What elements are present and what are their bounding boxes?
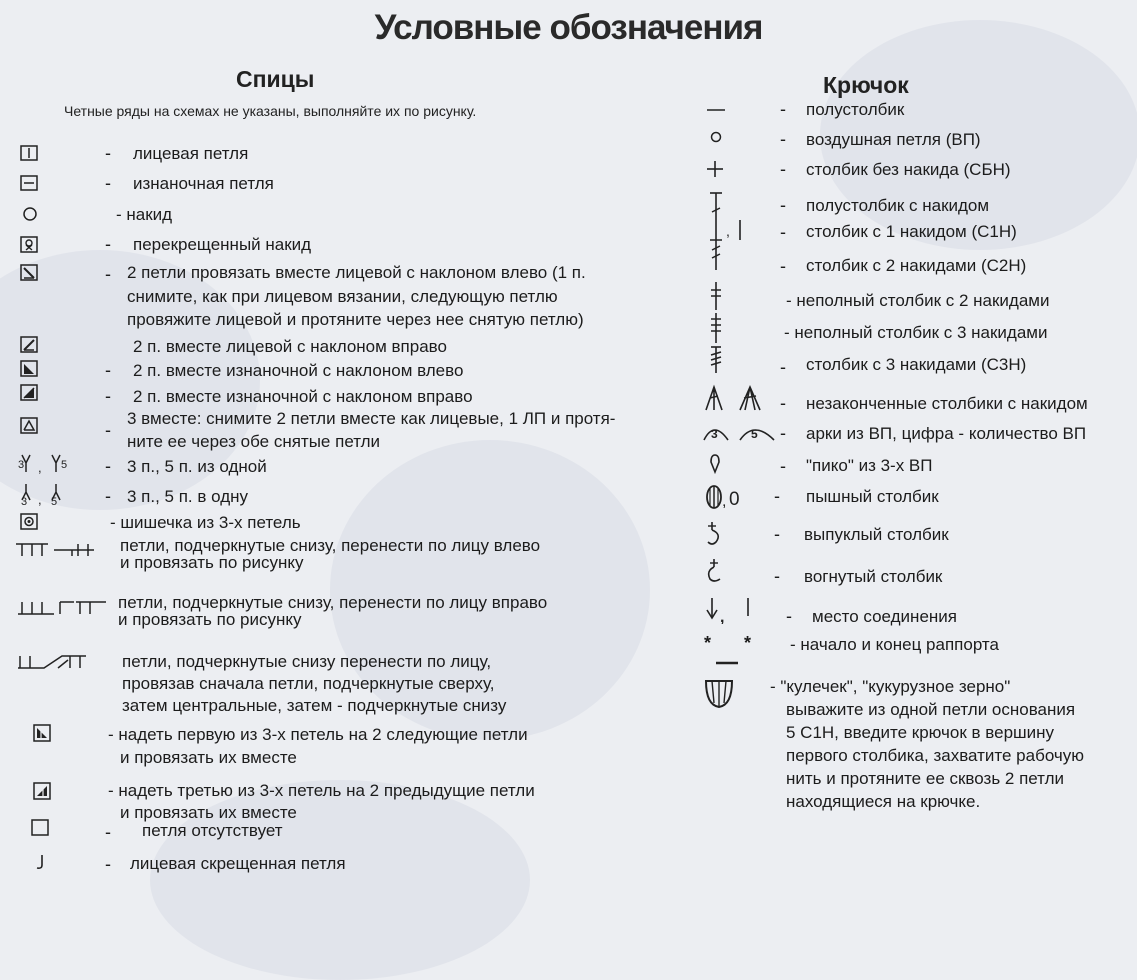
bobble-label: - шишечка из 3-х петель bbox=[110, 513, 301, 532]
repeat-marker-icon: * * bbox=[704, 633, 766, 653]
svg-text:3: 3 bbox=[18, 459, 25, 471]
slip-stitch-icon bbox=[706, 107, 726, 113]
puff-stitch-label: пышный столбик bbox=[806, 487, 939, 506]
purl-right-decrease-icon bbox=[20, 384, 38, 401]
dash: - bbox=[105, 456, 111, 476]
no-stitch-icon bbox=[31, 819, 49, 836]
dash: - bbox=[780, 222, 786, 242]
picot-icon bbox=[708, 452, 722, 474]
dash: - bbox=[786, 606, 792, 626]
left-decrease-line-3: провяжите лицевой и протяните через нее снятую петлю) bbox=[127, 310, 584, 329]
dash: - bbox=[105, 360, 111, 380]
pass-third-over-line-1: - надеть третью из 3-х петель на 2 предыдущие петли bbox=[108, 781, 535, 800]
slip-stitch-label: полустолбик bbox=[806, 100, 905, 119]
dash: - bbox=[105, 486, 111, 506]
pass-third-over-icon bbox=[33, 782, 51, 800]
svg-text:,: , bbox=[38, 492, 42, 506]
dash: - bbox=[780, 423, 786, 443]
dash: - bbox=[780, 195, 786, 215]
dash: - bbox=[780, 159, 786, 179]
chain-arch-label: арки из ВП, цифра - количество ВП bbox=[806, 424, 1087, 443]
half-double-crochet-icon bbox=[706, 190, 746, 274]
twisted-knit-icon bbox=[33, 853, 47, 871]
popcorn-line-1: - "кулечек", "кукурузное зерно" bbox=[770, 677, 1011, 696]
chain-arch-icon bbox=[700, 418, 780, 444]
purl-left-decrease-label: 2 п. вместе изнаночной с наклоном влево bbox=[133, 361, 464, 380]
yarn-over-icon bbox=[22, 206, 38, 222]
chain-arch-count-3: 3 bbox=[711, 427, 718, 441]
right-decrease-label: 2 п. вместе лицевой с наклоном вправо bbox=[133, 337, 447, 356]
double-decrease-icon bbox=[20, 417, 38, 434]
twisted-knit-label: лицевая скрещенная петля bbox=[130, 854, 346, 873]
front-post-icon bbox=[706, 520, 724, 548]
decrease-into-one-icon bbox=[16, 482, 72, 506]
dash: - bbox=[105, 143, 111, 163]
purl-right-decrease-label: 2 п. вместе изнаночной с наклоном вправо bbox=[133, 387, 473, 406]
cable-left-line-1: петли, подчеркнутые снизу, перенести по лицу влево bbox=[120, 536, 541, 555]
pass-first-over-line-1: - надеть первую из 3-х петель на 2 следующие петли bbox=[108, 725, 528, 744]
decrease-into-one-label: 3 п., 5 п. в одну bbox=[127, 487, 249, 506]
half-double-crochet-label: полустолбик с накидом bbox=[806, 196, 990, 215]
popcorn-icon bbox=[704, 675, 734, 709]
knit-stitch-label: лицевая петля bbox=[133, 144, 249, 163]
purl-stitch-label: изнаночная петля bbox=[133, 174, 274, 193]
back-post-label: вогнутый столбик bbox=[804, 567, 943, 586]
cable-left-line-2: и провязать по рисунку bbox=[120, 553, 304, 572]
double-decrease-line-2: ните ее через обе снятые петли bbox=[127, 432, 381, 451]
double-crochet-label: столбик с 1 накидом (С1Н) bbox=[806, 222, 1017, 241]
dash: - bbox=[105, 386, 111, 406]
svg-text:,: , bbox=[726, 223, 730, 239]
puff-stitch-icon bbox=[704, 484, 746, 510]
popcorn-line-4: первого столбика, захватите рабочую bbox=[786, 746, 1085, 765]
dash: - bbox=[105, 854, 111, 874]
cluster-icon bbox=[704, 384, 768, 412]
dash: - bbox=[780, 357, 786, 377]
partial-double-treble-label: - неполный столбик с 3 накидами bbox=[784, 323, 1048, 342]
crossed-yarn-over-icon bbox=[20, 236, 38, 253]
dash: - bbox=[774, 524, 780, 544]
dash: - bbox=[105, 420, 111, 440]
purl-left-decrease-icon bbox=[20, 360, 38, 377]
dash: - bbox=[774, 566, 780, 586]
repeat-marker-label: - начало и конец раппорта bbox=[790, 635, 999, 654]
back-post-icon bbox=[706, 557, 724, 585]
dash: - bbox=[780, 129, 786, 149]
crochet-header: Крючок bbox=[823, 72, 909, 98]
dash: - bbox=[780, 456, 786, 476]
cable-cross-icon bbox=[14, 652, 114, 670]
dash: - bbox=[105, 173, 111, 193]
cable-cross-line-2: провязав сначала петли, подчеркнутые сверху, bbox=[122, 674, 495, 693]
bobble-icon bbox=[20, 513, 38, 530]
dash: - bbox=[774, 486, 780, 506]
pass-first-over-icon bbox=[33, 724, 51, 742]
single-crochet-label: столбик без накида (СБН) bbox=[806, 160, 1011, 179]
dash: - bbox=[780, 256, 786, 276]
single-crochet-icon bbox=[706, 160, 724, 178]
double-treble-label: столбик с 3 накидами (С3Н) bbox=[806, 355, 1027, 374]
svg-text:5: 5 bbox=[51, 496, 58, 506]
cable-left-icon bbox=[14, 540, 114, 558]
svg-text:,: , bbox=[38, 460, 42, 474]
picot-label: "пико" из 3-х ВП bbox=[806, 456, 933, 475]
pass-third-over-line-2: и провязать их вместе bbox=[120, 803, 297, 822]
left-decrease-line-1: 2 петли провязать вместе лицевой с наклоном влево (1 п. bbox=[127, 263, 586, 282]
crossed-yarn-over-label: перекрещенный накид bbox=[133, 235, 312, 254]
partial-treble-label: - неполный столбик с 2 накидами bbox=[786, 291, 1050, 310]
left-decrease-line-2: снимите, как при лицевом вязании, следующую петлю bbox=[127, 287, 558, 306]
treble-crochet-label: столбик с 2 накидами (С2Н) bbox=[806, 256, 1027, 275]
page-title: Условные обозначения bbox=[374, 8, 763, 47]
popcorn-line-5: нить и протяните ее сквозь 2 петли bbox=[786, 769, 1065, 788]
knit-note: Четные ряды на схемах не указаны, выполняйте их по рисунку. bbox=[64, 103, 477, 119]
pass-first-over-line-2: и провязать их вместе bbox=[120, 748, 297, 767]
svg-text:,: , bbox=[722, 493, 727, 510]
repeat-bar-icon bbox=[716, 660, 738, 666]
svg-text:5: 5 bbox=[61, 459, 68, 471]
chain-label: воздушная петля (ВП) bbox=[806, 130, 981, 149]
no-stitch-label: петля отсутствует bbox=[142, 821, 283, 840]
double-decrease-line-1: 3 вместе: снимите 2 петли вместе как лицевые, 1 ЛП и протя- bbox=[127, 409, 616, 428]
partial-treble-icon bbox=[708, 280, 724, 312]
partial-double-treble-icon bbox=[708, 311, 724, 345]
dash: - bbox=[780, 393, 786, 413]
front-post-label: выпуклый столбик bbox=[804, 525, 949, 544]
puff-zero: 0 bbox=[729, 489, 740, 510]
cable-right-line-2: и провязать по рисунку bbox=[118, 610, 302, 629]
cluster-label: незаконченные столбики с накидом bbox=[806, 394, 1088, 413]
right-decrease-icon bbox=[20, 336, 38, 353]
left-decrease-icon bbox=[20, 264, 38, 281]
chain-icon bbox=[710, 131, 722, 143]
increase-from-one-label: 3 п., 5 п. из одной bbox=[127, 457, 267, 476]
knit-stitch-icon bbox=[20, 145, 38, 161]
chain-arch-count-5: 5 bbox=[751, 427, 758, 441]
join-icon bbox=[704, 596, 754, 624]
svg-text:,: , bbox=[720, 609, 725, 624]
cable-right-line-1: петли, подчеркнутые снизу, перенести по лицу вправо bbox=[118, 593, 548, 612]
join-label: место соединения bbox=[812, 607, 957, 626]
increase-from-one-icon bbox=[16, 452, 72, 474]
dash: - bbox=[105, 264, 111, 284]
cable-cross-line-1: петли, подчеркнутые снизу перенести по лицу, bbox=[122, 652, 492, 671]
dash: - bbox=[105, 822, 111, 842]
popcorn-line-6: находящиеся на крючке. bbox=[786, 792, 981, 811]
cable-cross-line-3: затем центральные, затем - подчеркнутые снизу bbox=[122, 696, 507, 715]
knit-header: Спицы bbox=[236, 66, 315, 92]
dash: - bbox=[105, 234, 111, 254]
purl-stitch-icon bbox=[20, 175, 38, 191]
popcorn-line-2: выважите из одной петли основания bbox=[786, 700, 1076, 719]
popcorn-line-3: 5 С1Н, введите крючок в вершину bbox=[786, 723, 1055, 742]
cable-right-icon bbox=[14, 598, 114, 616]
yarn-over-label: - накид bbox=[116, 205, 173, 224]
double-treble-icon bbox=[708, 345, 724, 375]
svg-text:3: 3 bbox=[21, 496, 28, 506]
dash: - bbox=[780, 99, 786, 119]
